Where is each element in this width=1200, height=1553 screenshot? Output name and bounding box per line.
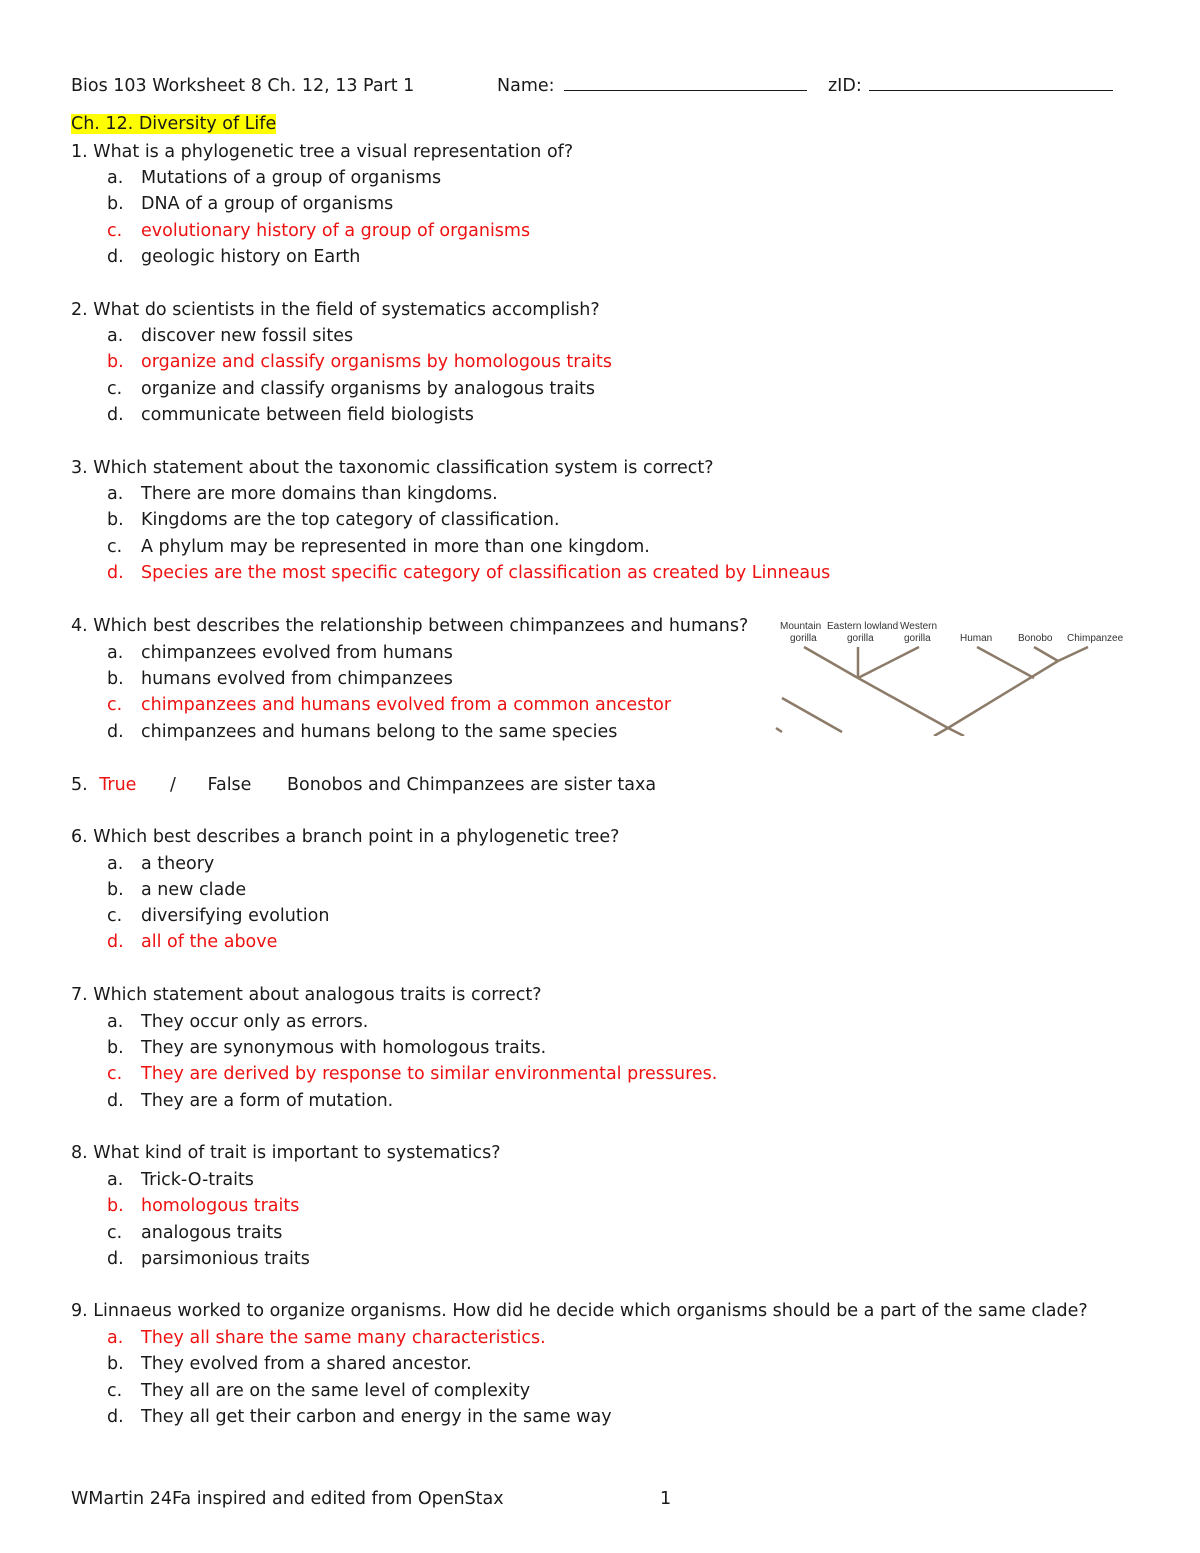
q1-option-a bbox=[107, 167, 441, 189]
option-text: chimpanzees and humans evolved from a common ancestor bbox=[141, 695, 672, 715]
q4-option-b bbox=[107, 668, 453, 690]
option-text: parsimonious traits bbox=[141, 1249, 310, 1269]
option-text: They all are on the same level of complexity bbox=[141, 1381, 531, 1401]
q7-option-b bbox=[107, 1037, 546, 1059]
q1-option-d bbox=[107, 246, 360, 268]
question-text: Which best describes the relationship between chimpanzees and humans? bbox=[93, 616, 749, 636]
section-title bbox=[71, 114, 276, 134]
question-number: 8. bbox=[71, 1143, 88, 1163]
option-letter: c. bbox=[107, 537, 123, 557]
option-text: Mutations of a group of organisms bbox=[141, 168, 442, 188]
q9-option-d bbox=[107, 1406, 612, 1428]
question-5-true-false bbox=[71, 774, 656, 796]
zid-label: zID: bbox=[828, 76, 862, 96]
option-text: a new clade bbox=[141, 880, 247, 900]
tree-branches bbox=[776, 647, 1088, 736]
option-letter: a. bbox=[107, 326, 124, 346]
q3-option-c bbox=[107, 536, 650, 558]
question-number: 9. bbox=[71, 1301, 88, 1321]
option-text: They are synonymous with homologous traits. bbox=[141, 1038, 547, 1058]
question-2 bbox=[71, 299, 600, 321]
option-text: They are a form of mutation. bbox=[141, 1091, 394, 1111]
option-text: organize and classify organisms by homologous traits bbox=[141, 352, 613, 372]
option-letter: d. bbox=[107, 247, 124, 267]
question-1 bbox=[71, 141, 573, 163]
q6-option-c bbox=[107, 905, 329, 927]
q7-option-d bbox=[107, 1090, 393, 1112]
section-title-text: Ch. 12. Diversity of Life bbox=[71, 114, 277, 134]
q2-option-c bbox=[107, 378, 595, 400]
option-text: There are more domains than kingdoms. bbox=[141, 484, 498, 504]
option-letter: d. bbox=[107, 932, 124, 952]
tree-label-eastern-lowland-2: gorilla bbox=[847, 633, 874, 644]
q2-option-d bbox=[107, 404, 474, 426]
question-number: 4. bbox=[71, 616, 88, 636]
tree-label-bonobo: Bonobo bbox=[1018, 633, 1053, 644]
q9-option-b bbox=[107, 1353, 472, 1375]
question-text: Which best describes a branch point in a phylogenetic tree? bbox=[93, 827, 620, 847]
name-label: Name: bbox=[497, 76, 555, 96]
option-text: discover new fossil sites bbox=[141, 326, 354, 346]
option-letter: c. bbox=[107, 1064, 123, 1084]
option-letter: a. bbox=[107, 643, 124, 663]
q8-option-a bbox=[107, 1169, 254, 1191]
option-letter: b. bbox=[107, 194, 124, 214]
option-text: a theory bbox=[141, 854, 215, 874]
option-letter: d. bbox=[107, 722, 124, 742]
option-text: They all share the same many characteristics. bbox=[141, 1328, 546, 1348]
question-number: 6. bbox=[71, 827, 88, 847]
question-number: 3. bbox=[71, 458, 88, 478]
question-number: 5. bbox=[71, 775, 88, 795]
q4-option-c-answer bbox=[107, 694, 671, 716]
q2-option-a bbox=[107, 325, 353, 347]
q9-option-c bbox=[107, 1380, 530, 1402]
option-text: all of the above bbox=[141, 932, 278, 952]
option-text: analogous traits bbox=[141, 1223, 283, 1243]
question-3 bbox=[71, 457, 714, 479]
option-text: communicate between field biologists bbox=[141, 405, 474, 425]
q6-option-b bbox=[107, 879, 246, 901]
question-8 bbox=[71, 1142, 501, 1164]
name-field[interactable] bbox=[497, 76, 807, 96]
question-9 bbox=[71, 1300, 1088, 1322]
q4-option-d bbox=[107, 721, 617, 743]
option-letter: b. bbox=[107, 352, 124, 372]
option-letter: d. bbox=[107, 1407, 124, 1427]
q6-option-d-answer bbox=[107, 931, 277, 953]
option-text: They all get their carbon and energy in the same way bbox=[141, 1407, 612, 1427]
option-text: Kingdoms are the top category of classification. bbox=[141, 510, 560, 530]
option-letter: d. bbox=[107, 1249, 124, 1269]
option-letter: d. bbox=[107, 1091, 124, 1111]
question-number: 2. bbox=[71, 300, 88, 320]
option-letter: c. bbox=[107, 695, 123, 715]
option-text: They are derived by response to similar environmental pressures. bbox=[141, 1064, 718, 1084]
option-text: Species are the most specific category of classification as created by Linneaus bbox=[141, 563, 831, 583]
option-text: humans evolved from chimpanzees bbox=[141, 669, 453, 689]
page-number: 1 bbox=[660, 1489, 672, 1509]
option-text: geologic history on Earth bbox=[141, 247, 361, 267]
q4-option-a bbox=[107, 642, 453, 664]
tf-statement: Bonobos and Chimpanzees are sister taxa bbox=[287, 775, 657, 795]
question-text: Which statement about analogous traits is correct? bbox=[93, 985, 542, 1005]
question-number: 7. bbox=[71, 985, 88, 1005]
q1-option-b bbox=[107, 193, 393, 215]
question-text: Linnaeus worked to organize organisms. How did he decide which organisms should be a part of the same clade? bbox=[93, 1301, 1088, 1321]
question-4 bbox=[71, 615, 748, 637]
option-text: organize and classify organisms by analogous traits bbox=[141, 379, 596, 399]
zid-blank[interactable] bbox=[869, 76, 1113, 91]
tree-label-western-gorilla-1: Western bbox=[900, 621, 938, 632]
option-letter: c. bbox=[107, 379, 123, 399]
question-text: What do scientists in the field of systematics accomplish? bbox=[93, 300, 600, 320]
phylogenetic-tree-figure bbox=[772, 614, 1132, 736]
option-letter: d. bbox=[107, 405, 124, 425]
q3-option-b bbox=[107, 509, 560, 531]
option-text: chimpanzees and humans belong to the same species bbox=[141, 722, 618, 742]
option-letter: c. bbox=[107, 1223, 123, 1243]
option-letter: b. bbox=[107, 1038, 124, 1058]
tree-label-western-gorilla-2: gorilla bbox=[904, 633, 931, 644]
option-text: They occur only as errors. bbox=[141, 1012, 369, 1032]
tf-separator: / bbox=[170, 775, 176, 795]
option-text: A phylum may be represented in more than one kingdom. bbox=[141, 537, 650, 557]
footer-credit: WMartin 24Fa inspired and edited from OpenStax bbox=[71, 1489, 504, 1509]
worksheet-title: Bios 103 Worksheet 8 Ch. 12, 13 Part 1 bbox=[71, 76, 415, 96]
q3-option-d-answer bbox=[107, 562, 830, 584]
tree-label-eastern-lowland-1: Eastern lowland bbox=[827, 621, 899, 632]
q8-option-c bbox=[107, 1222, 282, 1244]
question-7 bbox=[71, 984, 542, 1006]
tree-label-mountain-gorilla-2: gorilla bbox=[790, 633, 817, 644]
option-letter: c. bbox=[107, 221, 123, 241]
false-option: False bbox=[207, 775, 252, 795]
option-text: chimpanzees evolved from humans bbox=[141, 643, 453, 663]
question-text: What is a phylogenetic tree a visual representation of? bbox=[93, 142, 574, 162]
option-letter: b. bbox=[107, 1354, 124, 1374]
option-letter: a. bbox=[107, 854, 124, 874]
q7-option-a bbox=[107, 1011, 368, 1033]
q8-option-b-answer bbox=[107, 1195, 299, 1217]
q6-option-a bbox=[107, 853, 214, 875]
true-option-answer: True bbox=[99, 775, 137, 795]
q9-option-a-answer bbox=[107, 1327, 546, 1349]
tree-label-mountain-gorilla-1: Mountain bbox=[780, 621, 822, 632]
option-letter: b. bbox=[107, 669, 124, 689]
question-text: What kind of trait is important to systematics? bbox=[93, 1143, 501, 1163]
option-letter: c. bbox=[107, 906, 123, 926]
option-letter: d. bbox=[107, 563, 124, 583]
question-6 bbox=[71, 826, 619, 848]
option-letter: a. bbox=[107, 1170, 124, 1190]
option-letter: a. bbox=[107, 1012, 124, 1032]
option-text: diversifying evolution bbox=[141, 906, 330, 926]
option-letter: b. bbox=[107, 1196, 124, 1216]
option-text: homologous traits bbox=[141, 1196, 300, 1216]
option-letter: a. bbox=[107, 484, 124, 504]
option-text: They evolved from a shared ancestor. bbox=[141, 1354, 472, 1374]
q3-option-a bbox=[107, 483, 498, 505]
q1-option-c-answer bbox=[107, 220, 530, 242]
option-letter: b. bbox=[107, 880, 124, 900]
q7-option-c-answer bbox=[107, 1063, 717, 1085]
q8-option-d bbox=[107, 1248, 310, 1270]
q2-option-b-answer bbox=[107, 351, 612, 373]
zid-field[interactable] bbox=[828, 76, 1113, 96]
option-text: DNA of a group of organisms bbox=[141, 194, 394, 214]
tree-label-human: Human bbox=[960, 633, 993, 644]
option-letter: c. bbox=[107, 1381, 123, 1401]
option-letter: a. bbox=[107, 1328, 124, 1348]
tree-label-chimpanzee: Chimpanzee bbox=[1067, 633, 1124, 644]
option-text: Trick-O-traits bbox=[141, 1170, 254, 1190]
option-text: evolutionary history of a group of organisms bbox=[141, 221, 531, 241]
option-letter: a. bbox=[107, 168, 124, 188]
question-number: 1. bbox=[71, 142, 88, 162]
question-text: Which statement about the taxonomic classification system is correct? bbox=[93, 458, 714, 478]
option-letter: b. bbox=[107, 510, 124, 530]
name-blank[interactable] bbox=[564, 76, 807, 91]
